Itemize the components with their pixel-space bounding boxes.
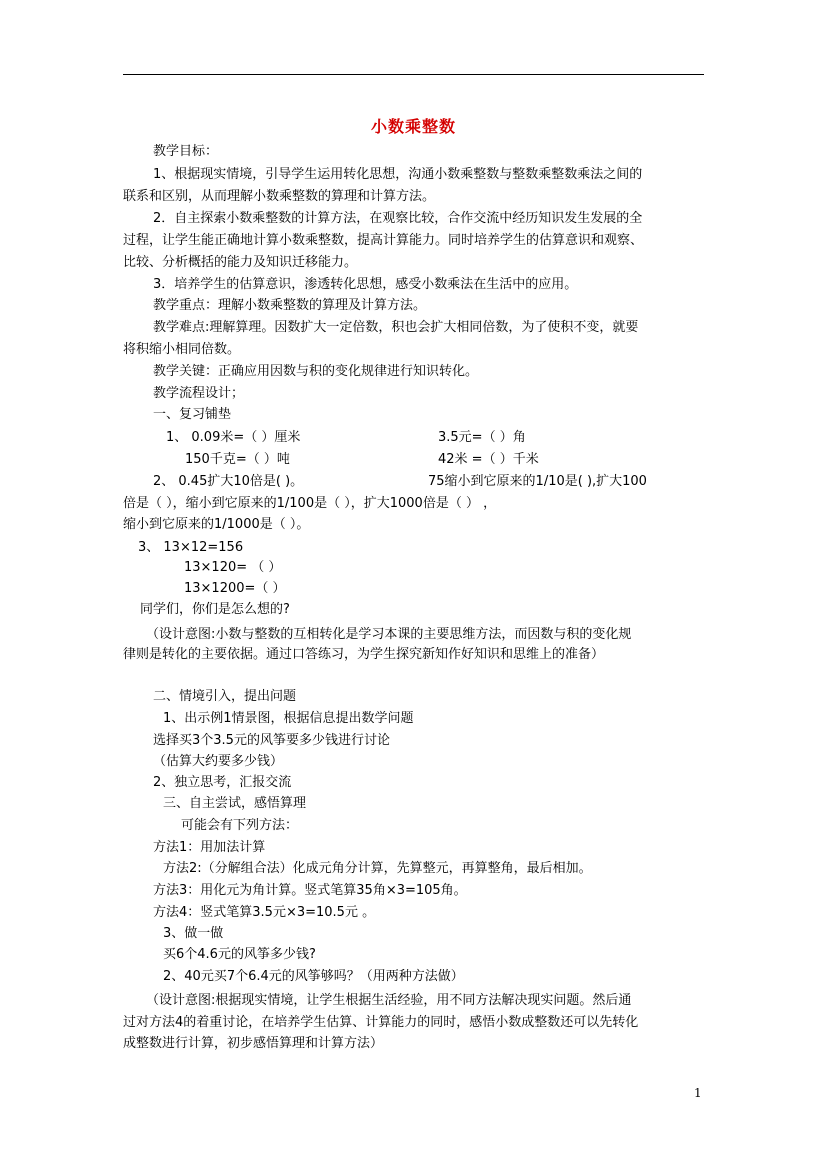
section-2-item-2: 选择买3个3.5元的风筝要多少钱进行讨论 bbox=[153, 733, 390, 748]
difficulty-line-1: 教学难点:理解算理。因数扩大一定倍数，积也会扩大相同倍数，为了使积不变，就要 bbox=[153, 320, 639, 335]
document-title: 小数乘整数 bbox=[370, 117, 456, 136]
method-1: 方法1：用加法计算 bbox=[153, 840, 266, 855]
difficulty-line-2: 将积缩小相同倍数。 bbox=[123, 342, 241, 357]
intent-1-line-1: （设计意图:小数与整数的互相转化是学习本课的主要思维方法，而因数与积的变化规 bbox=[146, 627, 632, 642]
practice-item-2: 2、40元买7个6.4元的风筝够吗？（用两种方法做） bbox=[163, 969, 464, 984]
q1-item-c: 150千克=（ ）吨 bbox=[185, 452, 290, 467]
crux: 教学关键：正确应用因数与积的变化规律进行知识转化。 bbox=[153, 364, 479, 379]
q2-part-b: 75缩小到它原来的1/10是( ),扩大100 bbox=[428, 474, 647, 489]
q1-item-d: 42米 =（ ）千米 bbox=[438, 452, 539, 467]
page-number: 1 bbox=[694, 1086, 702, 1100]
objectives-heading: 教学目标： bbox=[153, 144, 219, 159]
intent-1-line-2: 律则是转化的主要依据。通过口答练习，为学生探究新知作好知识和思维上的准备） bbox=[123, 647, 605, 662]
flow-heading: 教学流程设计； bbox=[153, 386, 245, 401]
q2-part-a: 2、 0.45扩大10倍是( )。 bbox=[153, 474, 304, 489]
intent-2-line-2: 过对方法4的着重讨论，在培养学生估算、计算能力的同时，感悟小数成整数还可以先转化 bbox=[123, 1015, 639, 1030]
objective-2-line-3: 比较、分析概括的能力及知识迁移能力。 bbox=[123, 255, 358, 270]
method-4: 方法4：竖式笔算3.5元×3=10.5元 。 bbox=[153, 905, 376, 920]
objective-3: 3．培养学生的估算意识，渗透转化思想，感受小数乘法在生活中的应用。 bbox=[153, 277, 578, 292]
q2-line-2: 倍是（ ），缩小到它原来的1/100是（ ），扩大1000倍是（ ） ， bbox=[123, 496, 497, 511]
section-2-item-4: 2、独立思考，汇报交流 bbox=[153, 775, 292, 790]
section-2-item-3: （估算大约要多少钱） bbox=[153, 754, 284, 769]
section-3-heading: 三、自主尝试，感悟算理 bbox=[163, 796, 307, 811]
section-2-heading: 二、情境引入，提出问题 bbox=[153, 689, 297, 704]
objective-1-line-1: 1、根据现实情境，引导学生运用转化思想，沟通小数乘整数与整数乘整数乘法之间的 bbox=[153, 167, 643, 182]
practice-item-1: 买6个4.6元的风筝多少钱? bbox=[163, 947, 316, 962]
intent-2-line-3: 成整数进行计算，初步感悟算理和计算方法） bbox=[123, 1036, 384, 1051]
practice-heading: 3、做一做 bbox=[163, 926, 224, 941]
q1-item-a: 1、 0.09米=（ ）厘米 bbox=[166, 430, 301, 445]
q3-question: 同学们，你们是怎么想的? bbox=[140, 602, 290, 617]
q3-line-1: 3、 13×12=156 bbox=[138, 540, 244, 555]
objective-2-line-1: 2．自主探索小数乘整数的计算方法，在观察比较，合作交流中经历知识发生发展的全 bbox=[153, 211, 643, 226]
q1-item-b: 3.5元=（ ）角 bbox=[438, 430, 526, 445]
key-point: 教学重点：理解小数乘整数的算理及计算方法。 bbox=[153, 298, 427, 313]
method-3: 方法3：用化元为角计算。竖式笔算35角×3=105角。 bbox=[153, 883, 467, 898]
q3-line-2: 13×120= （ ） bbox=[184, 560, 282, 575]
objective-1-line-2: 联系和区别，从而理解小数乘整数的算理和计算方法。 bbox=[123, 189, 436, 204]
section-2-item-1: 1、出示例1情景图，根据信息提出数学问题 bbox=[163, 711, 414, 726]
intent-2-line-1: （设计意图:根据现实情境，让学生根据生活经验，用不同方法解决现实问题。然后通 bbox=[146, 993, 632, 1008]
section-1-heading: 一、复习铺垫 bbox=[153, 407, 232, 422]
header-rule bbox=[123, 74, 704, 75]
objective-2-line-2: 过程，让学生能正确地计算小数乘整数，提高计算能力。同时培养学生的估算意识和观察、 bbox=[123, 233, 644, 248]
q2-line-3: 缩小到它原来的1/1000是（ ）。 bbox=[123, 517, 310, 532]
section-3-intro: 可能会有下列方法： bbox=[181, 818, 299, 833]
method-2: 方法2:（分解组合法）化成元角分计算，先算整元，再算整角，最后相加。 bbox=[163, 861, 592, 876]
q3-line-3: 13×1200=（ ） bbox=[184, 581, 286, 596]
